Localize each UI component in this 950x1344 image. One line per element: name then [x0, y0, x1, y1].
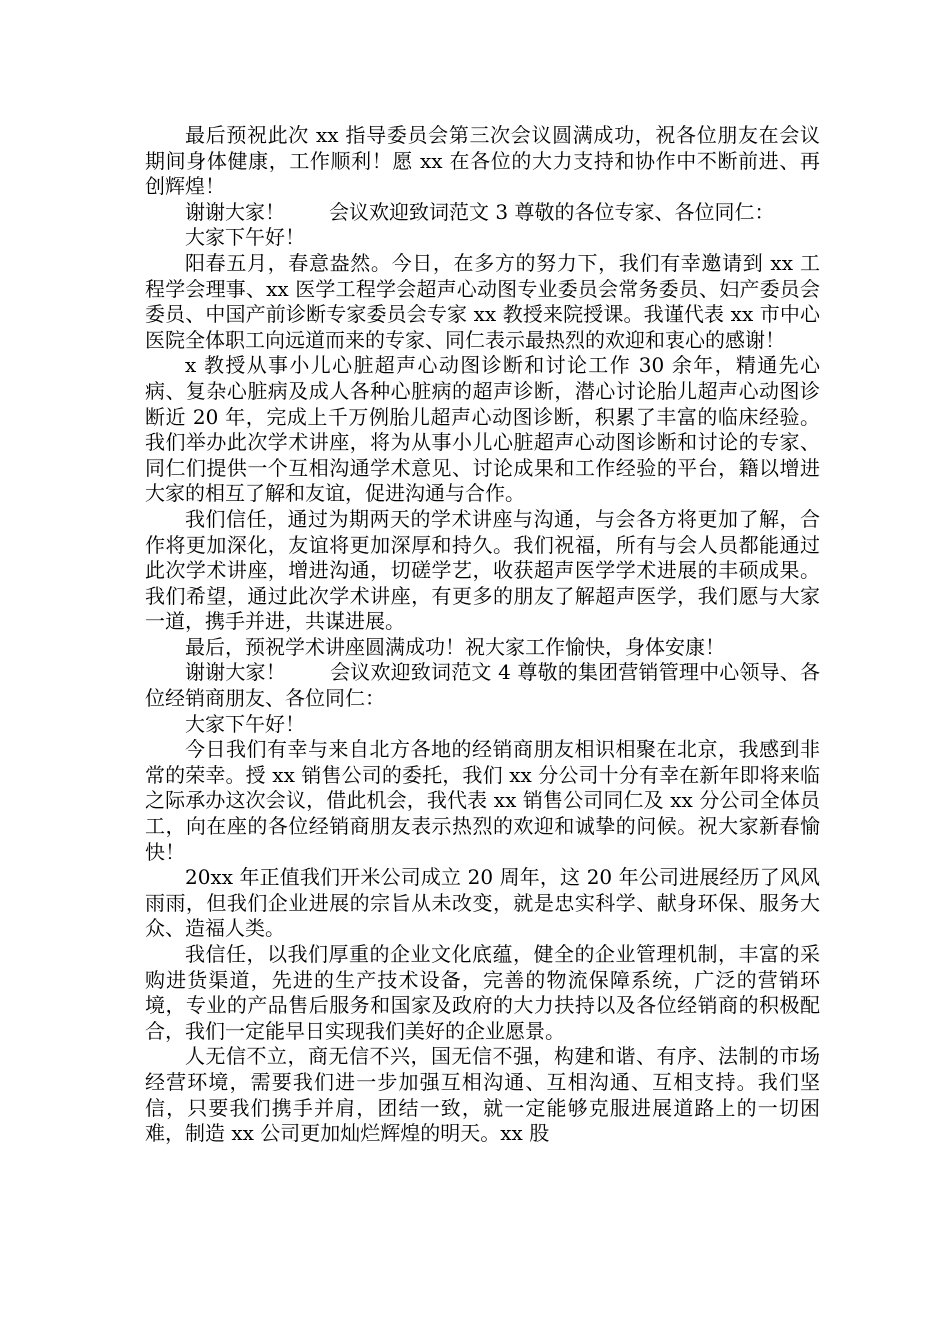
greeting-paragraph: 大家下午好！	[185, 225, 305, 250]
thanks-text: 谢谢大家！	[185, 199, 285, 224]
trust-wish-paragraph: 我们信任，通过为期两天的学术讲座与沟通，与会各方将更加了解，合作将更加深化，友谊将更加深厚和持久。我们祝福，所有与会人员都能通过此次学术讲座，增进沟通，切磋学艺，收获超声医学学术进展的丰硕成果。我们希望，通过此次学术讲座，有更多的朋友了解超声医学，我们愿与大家一道，携手并进，共谋进展。	[145, 506, 820, 634]
professor-intro-paragraph: x 教授从事小儿心脏超声心动图诊断和讨论工作 30 余年，精通先心病、复杂心脏病及成人各种心脏病的超声诊断，潜心讨论胎儿超声心动图诊断近 20 年，完成上千万例胎儿超声心动图诊断，积累了丰富的临床经验。我们举办此次学术讲座，将为从事小儿心脏超声心动图诊断和讨论的专家、同仁们提供一个互相沟通学术意见、讨论成果和工作经验的平台，籍以增进大家的相互了解和友谊，促进沟通与合作。	[145, 353, 820, 506]
document-page	[145, 123, 820, 1147]
greeting-paragraph: 大家下午好！	[185, 711, 305, 736]
closing-wish-paragraph: 最后预祝此次 xx 指导委员会第三次会议圆满成功，祝各位朋友在会议期间身体健康，工作顺利！愿 xx 在各位的大力支持和协作中不断前进、再创辉煌！	[145, 123, 820, 199]
final-wish-paragraph: 最后，预祝学术讲座圆满成功！祝大家工作愉快，身体安康！	[185, 634, 725, 659]
integrity-paragraph: 人无信不立，商无信不兴，国无信不强，构建和谐、有序、法制的市场经营环境，需要我们进一步加强互相沟通、互相沟通、互相支持。我们坚信，只要我们携手并肩，团结一致，就一定能够克服进展道路上的一切困难，制造 xx 公司更加灿烂辉煌的明天。xx 股	[145, 1044, 820, 1146]
thanks-text: 谢谢大家！	[185, 660, 286, 685]
thanks-and-heading-paragraph	[145, 660, 820, 711]
section-4-heading: 会议欢迎致词范文 4 尊敬的集团营销管理中心领导、各位经销商朋友、各位同仁：	[145, 660, 820, 711]
confidence-paragraph: 我信任，以我们厚重的企业文化底蕴，健全的企业管理机制，丰富的采购进货渠道，先进的生产技术设备，完善的物流保障系统，广泛的营销环境，专业的产品售后服务和国家及政府的大力扶持以及各位经销商的积极配合，我们一定能早日实现我们美好的企业愿景。	[145, 942, 820, 1043]
dealer-welcome-paragraph: 今日我们有幸与来自北方各地的经销商朋友相识相聚在北京，我感到非常的荣幸。授 xx 销售公司的委托，我们 xx 分公司十分有幸在新年即将来临之际承办这次会议，借此机会，我代表 xx 销售公司同仁及 xx 分公司全体员工，向在座的各位经销商朋友表示热烈的欢迎和诚挚的问候。祝大家新春愉快！	[145, 737, 820, 864]
section-3-heading: 会议欢迎致词范文 3 尊敬的各位专家、各位同仁：	[329, 199, 775, 224]
anniversary-paragraph: 20xx 年正值我们开米公司成立 20 周年，这 20 年公司进展经历了风风雨雨，但我们企业进展的宗旨从未改变，就是忠实科学、献身环保、服务大众、造福人类。	[145, 865, 820, 941]
welcome-paragraph: 阳春五月，春意盎然。今日，在多方的努力下，我们有幸邀请到 xx 工程学会理事、xx 医学工程学会超声心动图专业委员会常务委员、妇产委员会委员、中国产前诊断专家委员会专家 xx 教授来院授课。我谨代表 xx 市中心医院全体职工向远道而来的专家、同仁表示最热烈的欢迎和衷心的感谢！	[145, 250, 820, 352]
thanks-and-heading-paragraph	[145, 200, 820, 226]
